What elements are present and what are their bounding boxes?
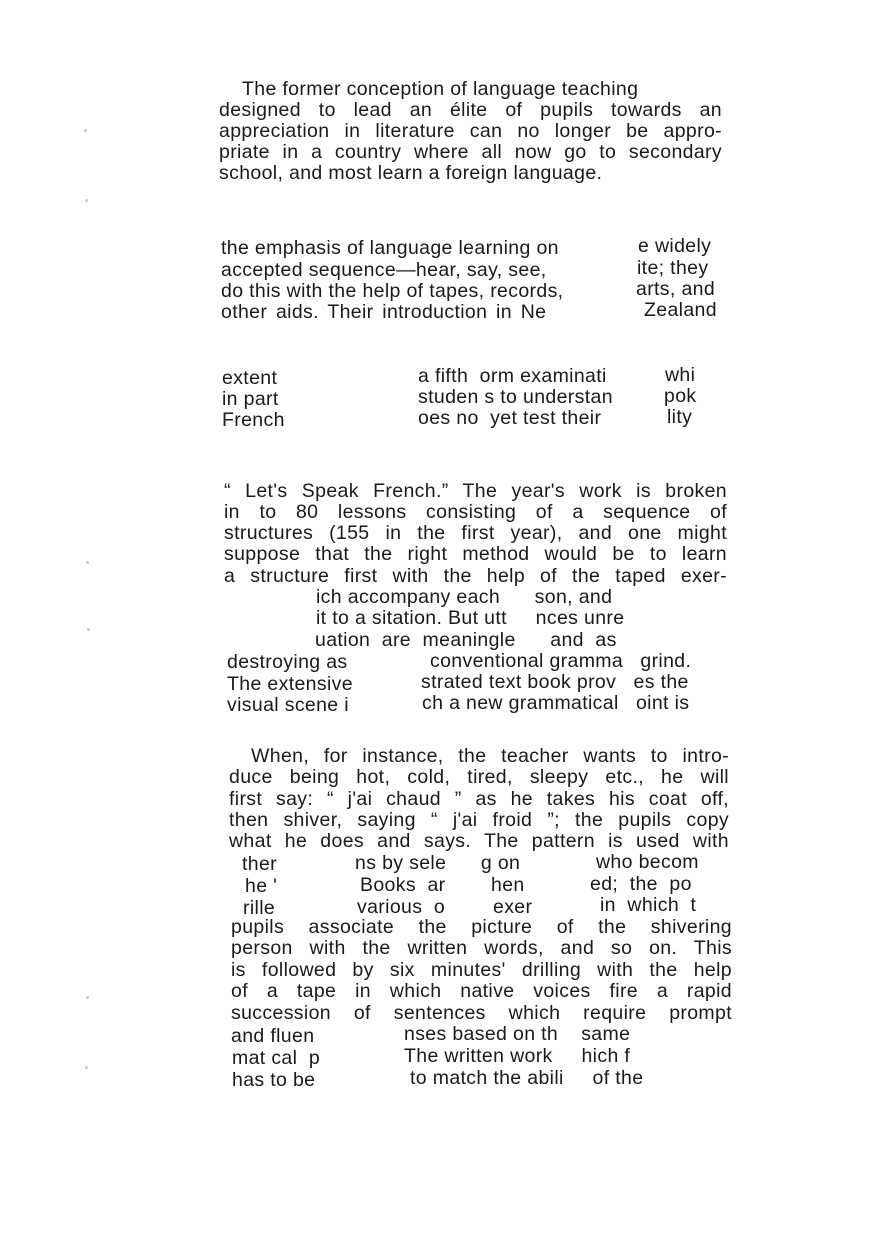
text-line-right: ite; they — [637, 257, 709, 279]
text-line: “ Let's Speak French.” The year's work is broken — [224, 480, 727, 502]
text-line: suppose that the right method would be to learn — [224, 543, 727, 565]
text-fragment: whi — [665, 364, 696, 386]
text-fragment: extent — [222, 367, 278, 389]
text-line: is followed by six minutes' drilling with the help — [231, 959, 732, 981]
text-fragment: visual scene i — [227, 694, 349, 716]
text-fragment: French — [222, 409, 285, 431]
scan-speck — [86, 561, 89, 564]
text-fragment: lity — [667, 406, 693, 428]
text-line-right: e widely — [638, 235, 712, 257]
text-fragment: in which t — [600, 894, 697, 916]
text-fragment: nses based on th same — [404, 1023, 631, 1045]
text-fragment: strated text book prov es the — [421, 671, 689, 693]
text-fragment: The extensive — [227, 673, 353, 695]
scan-speck — [85, 1066, 88, 1069]
text-line: succession of sentences which require prompt — [231, 1002, 732, 1024]
text-line-right: arts, and — [636, 278, 716, 300]
text-fragment: to match the abili of the — [410, 1067, 644, 1089]
text-fragment: uation are meaningle and as — [315, 629, 617, 651]
text-fragment: ich accompany each son, and — [316, 586, 613, 608]
scan-speck — [84, 129, 87, 132]
text-fragment: ch a new grammatical oint is — [422, 692, 690, 714]
text-line-right: Zealand — [644, 299, 717, 321]
text-fragment: pok — [664, 385, 697, 407]
text-line-left: the emphasis of language learning on — [221, 237, 559, 259]
text-fragment: has to be — [232, 1069, 316, 1091]
text-fragment: studen s to understan — [418, 386, 613, 408]
text-fragment: exer — [493, 896, 533, 918]
text-fragment: various o — [357, 896, 446, 918]
text-fragment: it to a sitation. But utt nces unre — [316, 607, 625, 629]
text-line: what he does and says. The pattern is used with — [229, 830, 729, 852]
text-line-left: other aids. Their introduction in Ne — [221, 301, 547, 323]
scan-speck — [87, 628, 90, 631]
text-line: first say: “ j'ai chaud ” as he takes his coat off, — [229, 788, 729, 810]
text-fragment: ns by sele g on — [355, 852, 521, 874]
text-fragment: in part — [222, 388, 279, 410]
text-fragment: conventional gramma grind. — [430, 650, 692, 672]
text-fragment: a fifth orm examinati — [418, 365, 607, 387]
text-line: duce being hot, cold, tired, sleepy etc., he will — [229, 766, 729, 788]
text-line: appreciation in literature can no longer be appro- — [219, 120, 722, 142]
text-fragment: ther — [242, 853, 278, 875]
text-line: The former conception of language teaching — [242, 78, 639, 100]
text-line: structures (155 in the first year), and one might — [224, 522, 727, 544]
text-fragment: he ' — [245, 875, 278, 897]
text-fragment: Books ar — [360, 874, 446, 896]
text-fragment: hen — [491, 874, 525, 896]
text-fragment: mat cal p — [232, 1047, 321, 1069]
text-fragment: and fluen — [231, 1025, 315, 1047]
text-line: then shiver, saying “ j'ai froid ”; the pupils copy — [229, 809, 729, 831]
text-line: of a tape in which native voices fire a rapid — [231, 980, 732, 1002]
text-line: pupils associate the picture of the shivering — [231, 916, 732, 938]
text-fragment: rille — [243, 897, 276, 919]
text-line: priate in a country where all now go to secondary — [219, 141, 722, 163]
text-fragment: The written work hich f — [404, 1045, 631, 1067]
text-line-left: accepted sequence—hear, say, see, — [221, 259, 547, 281]
text-line: designed to lead an élite of pupils towards an — [219, 99, 722, 121]
text-fragment: oes no yet test their — [418, 407, 602, 429]
text-line: a structure first with the help of the taped exer- — [224, 565, 727, 587]
scan-speck — [85, 199, 88, 202]
text-line: in to 80 lessons consisting of a sequence of — [224, 501, 727, 523]
text-fragment: ed; the po — [590, 873, 692, 895]
text-line: When, for instance, the teacher wants to intro- — [251, 745, 729, 767]
text-fragment: who becom — [596, 851, 699, 873]
text-fragment: destroying as — [227, 651, 348, 673]
text-line: school, and most learn a foreign language. — [219, 162, 603, 184]
text-line-left: do this with the help of tapes, records, — [221, 280, 564, 302]
text-line: person with the written words, and so on. This — [231, 937, 732, 959]
scan-speck — [86, 996, 89, 999]
